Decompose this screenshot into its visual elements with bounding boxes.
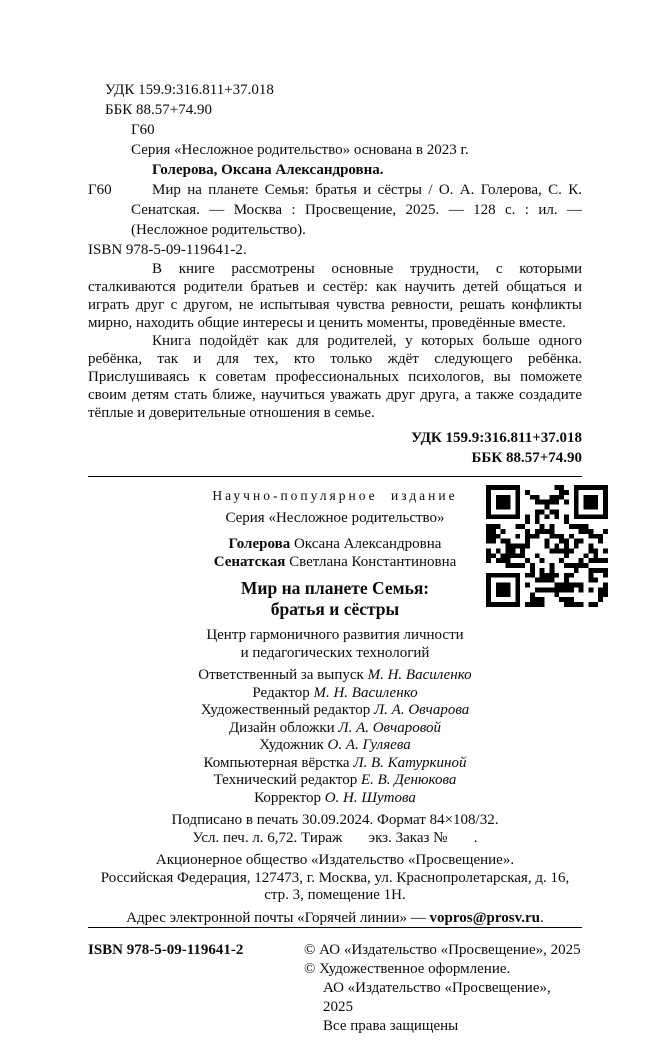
publisher-address-line-1: Российская Федерация, 127473, г. Москва, ул. Краснопролетарская, д. 16, <box>100 869 570 886</box>
copyright-line-1: © АО «Издательство «Просвещение», 2025 <box>304 942 581 958</box>
annotation-paragraph-1: В книге рассмотрены основные трудности, с которыми сталкиваются родители братьев и сестёр: как научить детей общаться и играть друг с другом, не испытывая чувства ревности, решать конфликты мирно, находить общие интересы и ценить моменты, проведённые вместе. <box>88 261 582 331</box>
book-title-line-1: Мир на планете Семья: <box>240 578 430 598</box>
staff-name: Е. В. Денюкова <box>360 772 457 788</box>
org-line-1: Центр гармоничного развития личности <box>206 627 464 643</box>
staff-name: М. Н. Василенко <box>313 684 418 701</box>
staff-role: Редактор <box>252 684 314 701</box>
org-line-2: и педагогических технологий <box>240 644 430 661</box>
staff-line <box>88 755 582 773</box>
staff-line <box>88 790 582 808</box>
edition-type: Научно-популярное издание <box>212 488 458 503</box>
catalog-description: Мир на планете Семья: братья и сёстры / О. А. Голерова, С. К. Сенатская. — Москва : Просвещение, 2025. — 128 с. : ил. — (Несложное родительство). <box>131 182 582 238</box>
footer-isbn: ISBN 978-5-09-119641-2 <box>88 942 244 958</box>
publisher-address-line-2: стр. 3, помещение 1Н. <box>264 887 406 903</box>
catalog-entry <box>88 180 582 240</box>
udk-bold: УДК 159.9:316.811+37.018 <box>411 430 582 446</box>
staff-line <box>88 772 582 790</box>
footer-block <box>0 927 650 1050</box>
copyright-line-3: АО «Издательство «Просвещение», 2025 <box>323 980 551 1015</box>
author-surname: Голерова <box>228 536 291 552</box>
print-info-line-1: Подписано в печать 30.09.2024. Формат 84×108/32. <box>171 812 499 828</box>
staff-role: Дизайн обложки <box>228 719 339 736</box>
copyright-line-2: © Художественное оформление. <box>304 961 511 977</box>
staff-name: О. А. Гуляева <box>327 737 411 753</box>
staff-name: М. Н. Василенко <box>367 667 472 683</box>
catalog-code-top: Г60 <box>131 122 155 138</box>
author-given-names: Оксана Александровна <box>290 536 442 552</box>
udk-number: УДК 159.9:316.811+37.018 <box>105 82 274 98</box>
imprint-section <box>88 477 582 927</box>
staff-line <box>88 737 582 755</box>
staff-line <box>88 702 582 720</box>
staff-role: Ответственный за выпуск <box>198 667 368 683</box>
staff-role: Компьютерная вёрстка <box>203 754 354 771</box>
staff-role: Корректор <box>254 789 325 806</box>
staff-name: Л. А. Овчарова <box>374 702 470 718</box>
hotline-email-period: . <box>540 909 544 926</box>
staff-name: Л. В. Катуркиной <box>353 754 467 771</box>
staff-role: Технический редактор <box>213 772 361 788</box>
staff-line <box>88 685 582 703</box>
spacer <box>88 620 582 627</box>
author-given-names: Светлана Константиновна <box>285 553 457 570</box>
staff-name: О. Н. Шутова <box>324 789 416 806</box>
hotline-email-address: vopros@prosv.ru <box>429 909 541 926</box>
staff-name: Л. А. Овчаровой <box>338 719 442 736</box>
staff-role: Художественный редактор <box>200 702 374 718</box>
publisher-line-1: Акционерное общество «Издательство «Просвещение». <box>155 852 515 868</box>
print-info-line-2: Усл. печ. л. 6,72. Тираж экз. Заказ № . <box>192 829 478 846</box>
staff-line <box>88 667 582 685</box>
udk-bbk-block <box>88 428 582 468</box>
copyright-block <box>304 941 582 1036</box>
staff-role: Художник <box>259 737 328 753</box>
bottom-divider <box>88 927 582 928</box>
staff-line <box>88 720 582 738</box>
catalog-code-margin: Г60 <box>88 182 112 198</box>
series-founded-note: Серия «Несложное родительство» основана в 2023 г. <box>131 142 469 158</box>
series-line: Серия «Несложное родительство» <box>225 509 445 526</box>
annotation-paragraph-2: Книга подойдёт как для родителей, у которых больше одного ребёнка, так и для тех, кто только ждёт следующего ребёнка. Прислушиваясь к советам профессиональных психологов, вы поможете своим детям стать ближе, научиться уважать друг друга, а также создадите тёплые и доверительные отношения в семье. <box>88 333 582 421</box>
footer-row <box>88 941 582 1036</box>
catalog-author-heading: Голерова, Оксана Александровна. <box>152 162 384 178</box>
catalog-isbn: ISBN 978-5-09-119641-2. <box>88 242 247 258</box>
hotline-email-label: Адрес электронной почты «Горячей линии» — <box>126 909 430 926</box>
qr-code-icon <box>486 485 608 607</box>
hotline-email-line <box>88 910 582 928</box>
bbk-number: ББК 88.57+74.90 <box>105 102 212 118</box>
rights-reserved-line: Все права защищены <box>323 1018 459 1034</box>
book-title-line-2: братья и сёстры <box>270 599 400 619</box>
author-surname: Сенатская <box>213 553 286 570</box>
bbk-bold: ББК 88.57+74.90 <box>471 450 582 466</box>
